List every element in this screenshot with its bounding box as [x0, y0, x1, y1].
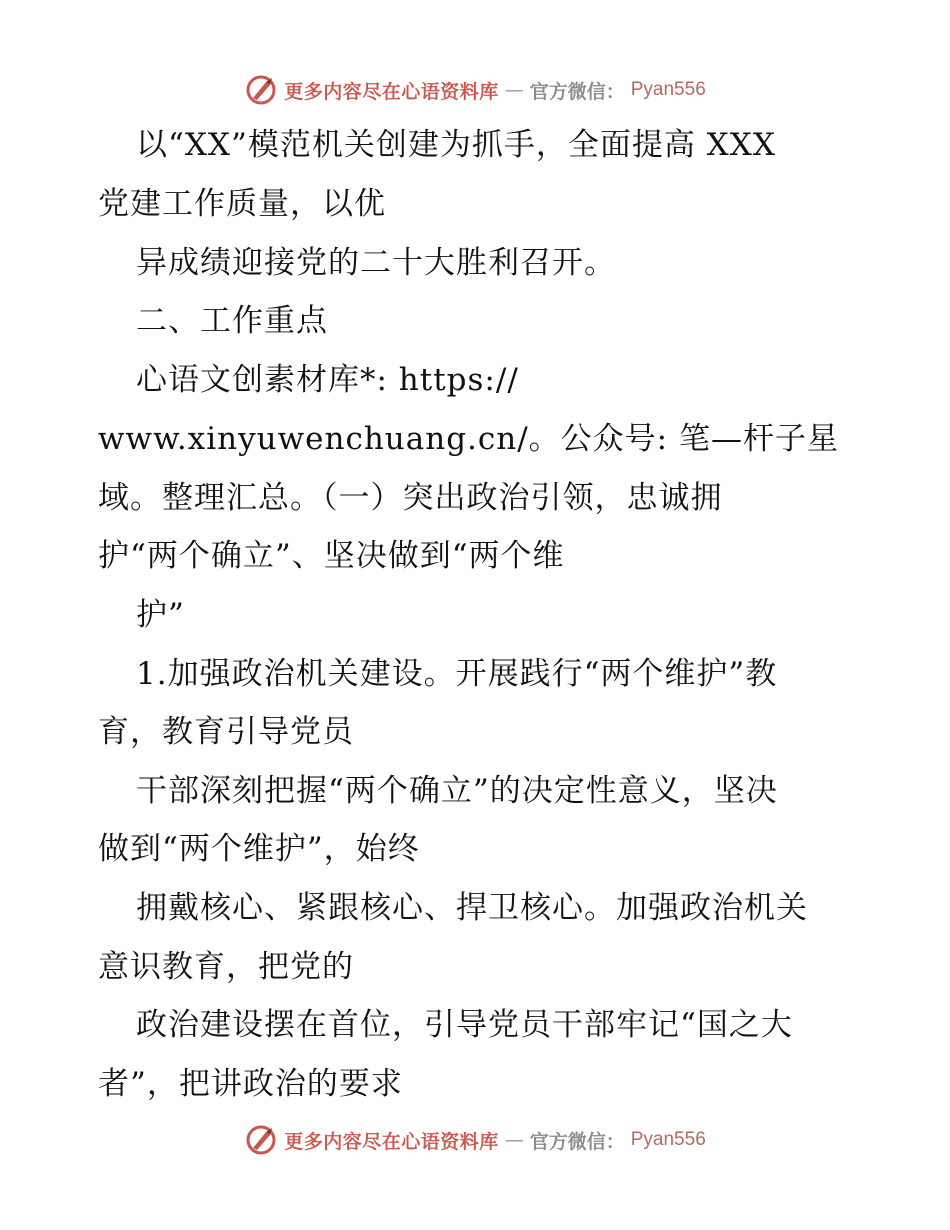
quill-logo-icon: [244, 73, 278, 107]
watermark-dash: —: [504, 79, 524, 101]
watermark-brand: 更多内容尽在心语资料库: [284, 1130, 499, 1153]
text-line-12: 干部深刻把握“两个确立”的决定性意义，坚决: [136, 773, 778, 809]
header-watermark: [0, 70, 950, 110]
text-line-15: 意识教育，把党的: [98, 949, 354, 985]
text-line-14: 拥戴核心、紧跟核心、捍卫核心。加强政治机关: [136, 890, 808, 926]
watermark-official-label: 官方微信：: [529, 1130, 625, 1153]
text-line-17: 者”，把讲政治的要求: [98, 1066, 403, 1102]
text-line-13: 做到“两个维护”，始终: [98, 831, 420, 867]
text-line-9: 护”: [136, 597, 185, 633]
text-line-7: 域。整理汇总。（一）突出政治引领，忠诚拥: [98, 480, 723, 516]
watermark-wechat-id: Pyan556: [630, 1129, 706, 1150]
text-line-11: 育，教育引导党员: [98, 714, 354, 750]
section-heading: 二、工作重点: [136, 303, 328, 339]
watermark-dash: —: [504, 1129, 524, 1151]
text-line-5: 心语文创素材库*: https://: [136, 362, 519, 398]
text-line-2: 党建工作质量，以优: [98, 186, 386, 222]
text-line-16: 政治建设摆在首位，引导党员干部牢记“国之大: [136, 1007, 793, 1043]
quill-logo-icon: [244, 1123, 278, 1157]
footer-watermark: [0, 1120, 950, 1160]
text-line-1: 以“XX”模范机关创建为抓手，全面提高 XXX: [136, 127, 776, 163]
text-line-3: 异成绩迎接党的二十大胜利召开。: [136, 245, 616, 281]
watermark-official-label: 官方微信：: [529, 80, 625, 103]
watermark-wechat-id: Pyan556: [630, 79, 706, 100]
text-line-10: 1.加强政治机关建设。开展践行“两个维护”教: [136, 656, 778, 692]
watermark-brand: 更多内容尽在心语资料库: [284, 80, 499, 103]
text-line-6: www.xinyuwenchuang.cn/。公众号: 笔—杆子星: [98, 421, 839, 457]
text-line-8: 护“两个确立”、坚决做到“两个维: [98, 538, 565, 574]
